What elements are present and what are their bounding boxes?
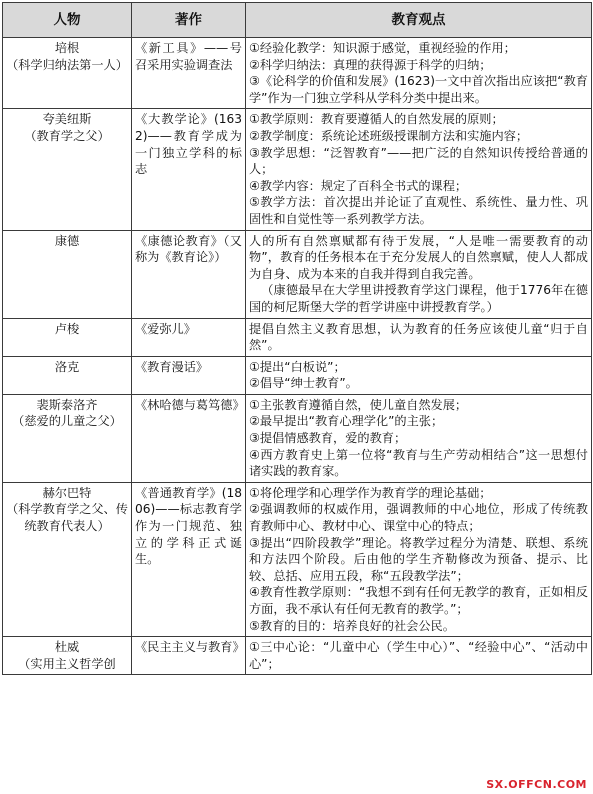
person-cell bbox=[3, 230, 132, 318]
works-cell: 《爱弥儿》 bbox=[132, 318, 246, 356]
views-cell bbox=[246, 394, 592, 482]
views-cell bbox=[246, 318, 592, 356]
person-cell bbox=[3, 482, 132, 636]
table-row bbox=[3, 109, 592, 230]
views-cell bbox=[246, 356, 592, 394]
table-row bbox=[3, 318, 592, 356]
view-point: ④教学内容：规定了百科全书式的课程； bbox=[249, 178, 468, 193]
view-point: ②最早提出“教育心理学化”的主张； bbox=[249, 414, 444, 429]
person-name: 培根 bbox=[54, 41, 80, 55]
person-name: 夸美纽斯 bbox=[42, 112, 92, 127]
table-row bbox=[3, 230, 592, 318]
view-point: 人的所有自然禀赋都有待于发展，“人是唯一需要教育的动物”，教育的任务根本在于充分发展人的自然禀赋，使人人都成为自身、成为本来的自我并得到自我完善。 bbox=[249, 233, 588, 281]
view-point: ③提出“四阶段教学”理论。将教学过程分为清楚、联想、系统和方法四个阶段。后由他的学生齐勒修改为预备、提示、比较、总括、应用五段，称“五段教学法”； bbox=[249, 535, 588, 583]
person-name: 洛克 bbox=[54, 359, 80, 374]
person-name: 裴斯泰洛齐 bbox=[36, 397, 98, 412]
person-cell bbox=[3, 318, 132, 356]
view-point: ②倡导“绅士教育”。 bbox=[249, 376, 358, 391]
works-cell: 《大教学论》(1632)——教育学成为一门独立学科的标志 bbox=[132, 109, 246, 230]
site-watermark: SX.OFFCN.COM bbox=[486, 778, 587, 791]
person-cell bbox=[3, 356, 132, 394]
works-cell: 《新工具》——号召采用实验调查法 bbox=[132, 38, 246, 109]
views-cell bbox=[246, 109, 592, 230]
table-row bbox=[3, 356, 592, 394]
works-cell: 《普通教育学》(1806)——标志教育学作为一门规范、独立的学科正式诞生。 bbox=[132, 482, 246, 636]
table-header-row bbox=[3, 3, 592, 38]
view-point: ①将伦理学和心理学作为教育学的理论基础； bbox=[249, 485, 492, 500]
person-name: 杜威 bbox=[54, 640, 80, 655]
view-point: ③教学思想：“泛智教育”——把广泛的自然知识传授给普通的人； bbox=[249, 145, 588, 177]
view-point: ②科学归纳法：真理的获得源于科学的归纳； bbox=[249, 57, 492, 72]
views-cell bbox=[246, 482, 592, 636]
person-title: （科学归纳法第一人） bbox=[6, 57, 128, 72]
view-point: （康德最早在大学里讲授教育学这门课程，他于1776年在德国的柯尼斯堡大学的哲学讲座中讲授教育学。） bbox=[249, 283, 588, 314]
education-thinkers-table bbox=[2, 2, 592, 675]
header-person: 人物 bbox=[3, 3, 132, 38]
person-title: （教育学之父） bbox=[24, 128, 110, 143]
person-cell bbox=[3, 109, 132, 230]
person-name: 康德 bbox=[54, 233, 80, 248]
view-point: 提倡自然主义教育思想，认为教育的任务应该使儿童“归于自然”。 bbox=[249, 321, 588, 353]
person-cell bbox=[3, 637, 132, 675]
view-point: ①经验化教学：知识源于感觉，重视经验的作用； bbox=[249, 41, 516, 55]
view-point: ①主张教育遵循自然，使儿童自然发展； bbox=[249, 397, 468, 412]
view-point: ①三中心论：“儿童中心（学生中心）”、“经验中心”、“活动中心”； bbox=[249, 640, 588, 671]
view-point: ③《论科学的价值和发展》(1623)一文中首次指出应该把“教育学”作为一门独立学科从学科分类中提出来。 bbox=[249, 74, 588, 105]
person-title: （科学教育学之父、传统教育代表人） bbox=[6, 502, 128, 534]
view-point: ⑤教育的目的：培养良好的社会公民。 bbox=[249, 618, 455, 633]
view-point: ⑤教学方法：首次提出并论证了直观性、系统性、量力性、巩固性和自觉性等一系列教学方法。 bbox=[249, 195, 588, 226]
header-works: 著作 bbox=[132, 3, 246, 38]
person-cell bbox=[3, 394, 132, 482]
table-row bbox=[3, 394, 592, 482]
view-point: ④教育性教学原则：“我想不到有任何无教学的教育，正如相反方面，我不承认有任何无教育的教学。”； bbox=[249, 585, 588, 616]
view-point: ②教学制度：系统论述班级授课制方法和实施内容； bbox=[249, 128, 529, 143]
works-cell: 《民主主义与教育》 bbox=[132, 637, 246, 675]
person-name: 赫尔巴特 bbox=[42, 485, 92, 500]
view-point: ③提倡情感教育，爱的教育； bbox=[249, 431, 407, 446]
table-row bbox=[3, 38, 592, 109]
views-cell bbox=[246, 637, 592, 675]
works-cell: 《康德论教育》（又称为《教育论》） bbox=[132, 230, 246, 318]
person-title: （实用主义哲学创 bbox=[18, 656, 116, 671]
works-cell: 《林哈德与葛笃德》 bbox=[132, 394, 246, 482]
table-row bbox=[3, 482, 592, 636]
works-cell: 《教育漫话》 bbox=[132, 356, 246, 394]
person-name: 卢梭 bbox=[54, 321, 80, 336]
view-point: ①提出“白板说”； bbox=[249, 359, 346, 374]
person-cell bbox=[3, 38, 132, 109]
header-views: 教育观点 bbox=[246, 3, 592, 38]
view-point: ②强调教师的权威作用，强调教师的中心地位，形成了传统教育教师中心、教材中心、课堂中心的特点； bbox=[249, 502, 588, 534]
views-cell bbox=[246, 230, 592, 318]
view-point: ④西方教育史上第一位将“教育与生产劳动相结合”这一思想付诸实践的教育家。 bbox=[249, 447, 588, 479]
view-point: ①教学原则：教育要遵循人的自然发展的原则； bbox=[249, 112, 504, 127]
table-row bbox=[3, 637, 592, 675]
person-title: （慈爱的儿童之父） bbox=[12, 414, 122, 429]
views-cell bbox=[246, 38, 592, 109]
